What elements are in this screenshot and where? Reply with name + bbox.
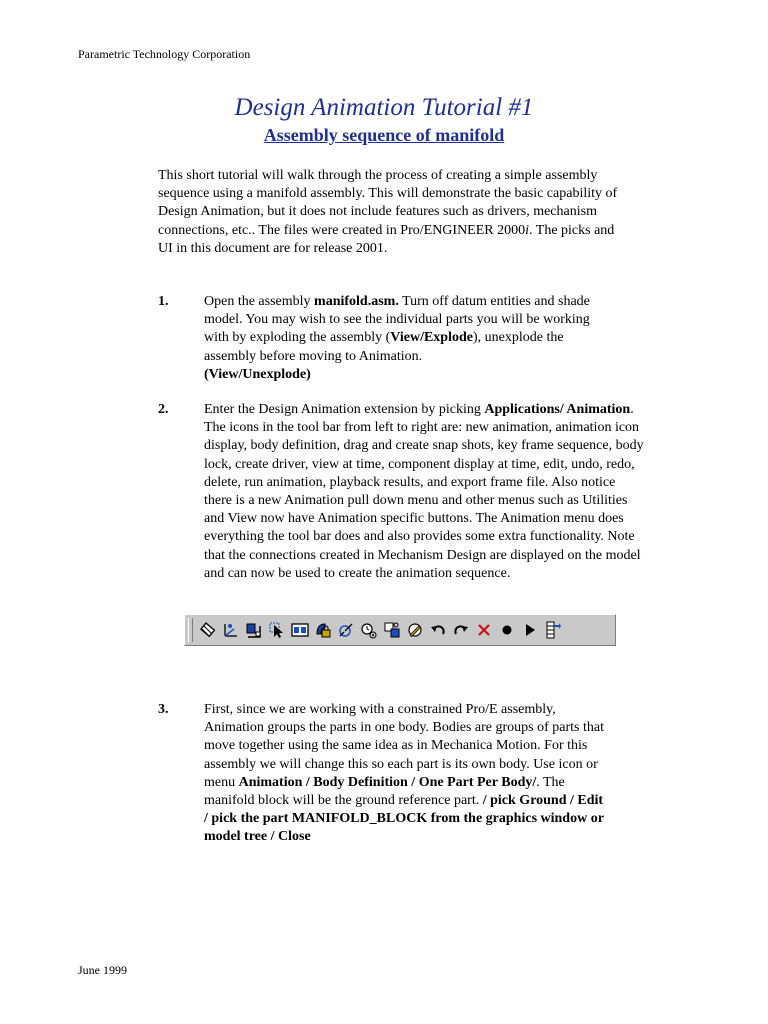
header-company-name: Parametric Technology Corporation <box>78 47 251 61</box>
step-text-bold: / pick Ground / Edit / pick the part MANIFOLD_BLOCK from the graphics window or model tree / Close <box>204 793 604 845</box>
step-number: 1. <box>158 294 169 309</box>
step-text-part: ), unexplode the assembly before moving to Animation. <box>204 330 564 364</box>
step-text-part: Open the assembly <box>204 294 315 309</box>
delete-icon[interactable] <box>473 619 494 641</box>
intro-paragraph <box>158 167 618 258</box>
playback-icon[interactable] <box>519 619 540 641</box>
document-subtitle: Assembly sequence of manifold <box>263 125 505 145</box>
step-number: 2. <box>158 402 169 417</box>
toolbar-grip[interactable] <box>188 618 193 642</box>
step-text-bold: (View/Unexplode) <box>204 366 311 382</box>
component-display-icon[interactable] <box>381 619 402 641</box>
step-text-bold: View/Explode <box>390 330 473 346</box>
step-text-part: First, since we are working with a constrained Pro/E assembly, Animation groups the parts in one body. Bodies are groups of parts that move together using the same idea as in Mechanica Motion. For this assembly we will change this so each part is its own body. Use icon or menu <box>204 702 604 790</box>
intro-text-italic: i <box>525 222 530 238</box>
step-text <box>204 701 604 847</box>
undo-icon[interactable] <box>427 619 448 641</box>
drag-snapshot-icon[interactable] <box>266 619 287 641</box>
export-frame-icon[interactable] <box>542 619 563 641</box>
step-text-part: Turn off datum entities and shade model. You may wish to see the individual parts you will be working with by exploding the assembly ( <box>204 294 590 346</box>
step-text-bold: manifold.asm. <box>314 294 399 309</box>
key-frame-sequence-icon[interactable] <box>289 619 310 641</box>
step-text-part: . The manifold block will be the ground reference part. <box>204 774 565 809</box>
step-text-bold: Animation / Body Definition / One Part Per Body/ <box>238 774 537 790</box>
edit-icon[interactable] <box>404 619 425 641</box>
redo-icon[interactable] <box>450 619 471 641</box>
create-driver-icon[interactable] <box>335 619 356 641</box>
new-animation-icon[interactable] <box>197 619 218 641</box>
footer-date: June 1999 <box>78 963 127 977</box>
animation-toolbar <box>184 614 616 646</box>
step-text <box>204 401 646 583</box>
body-lock-icon[interactable] <box>312 619 333 641</box>
step-text-part: Enter the Design Animation extension by picking <box>204 402 485 417</box>
document-title: Design Animation Tutorial #1 <box>234 94 534 121</box>
intro-text-b: . The picks and UI in this document are for release 2001. <box>158 222 615 256</box>
animation-icon-display-icon[interactable] <box>220 619 241 641</box>
body-definition-icon[interactable] <box>243 619 264 641</box>
intro-text-a: This short tutorial will walk through the process of creating a simple assembly sequence using a manifold assembly. This will demonstrate the basic capability of Design Animation, but it does not include features such as drivers, mechanism connections, etc.. The files were created in Pro/ENGINEER 2000 <box>158 168 618 238</box>
step-number: 3. <box>158 702 169 717</box>
run-animation-icon[interactable] <box>496 619 517 641</box>
step-text-bold: Applications/ Animation <box>484 402 631 417</box>
step-text-part: . The icons in the tool bar from left to right are: new animation, animation icon display, body definition, drag and create snap shots, key frame sequence, body lock, create driver, view at time, component display at time, edit, undo, redo, delete, run animation, playback results, and export frame file. Also notice there is a new Animation pull down menu and other menus such as Utilities and View now have Animation specific buttons. The Animation menu does everything the tool bar does and also provides some extra functionality. Note that the connections created in Mechanism Design are displayed on the model and can now be used to create the animation sequence. <box>204 402 644 581</box>
view-at-time-icon[interactable] <box>358 619 379 641</box>
step-text <box>204 293 594 384</box>
